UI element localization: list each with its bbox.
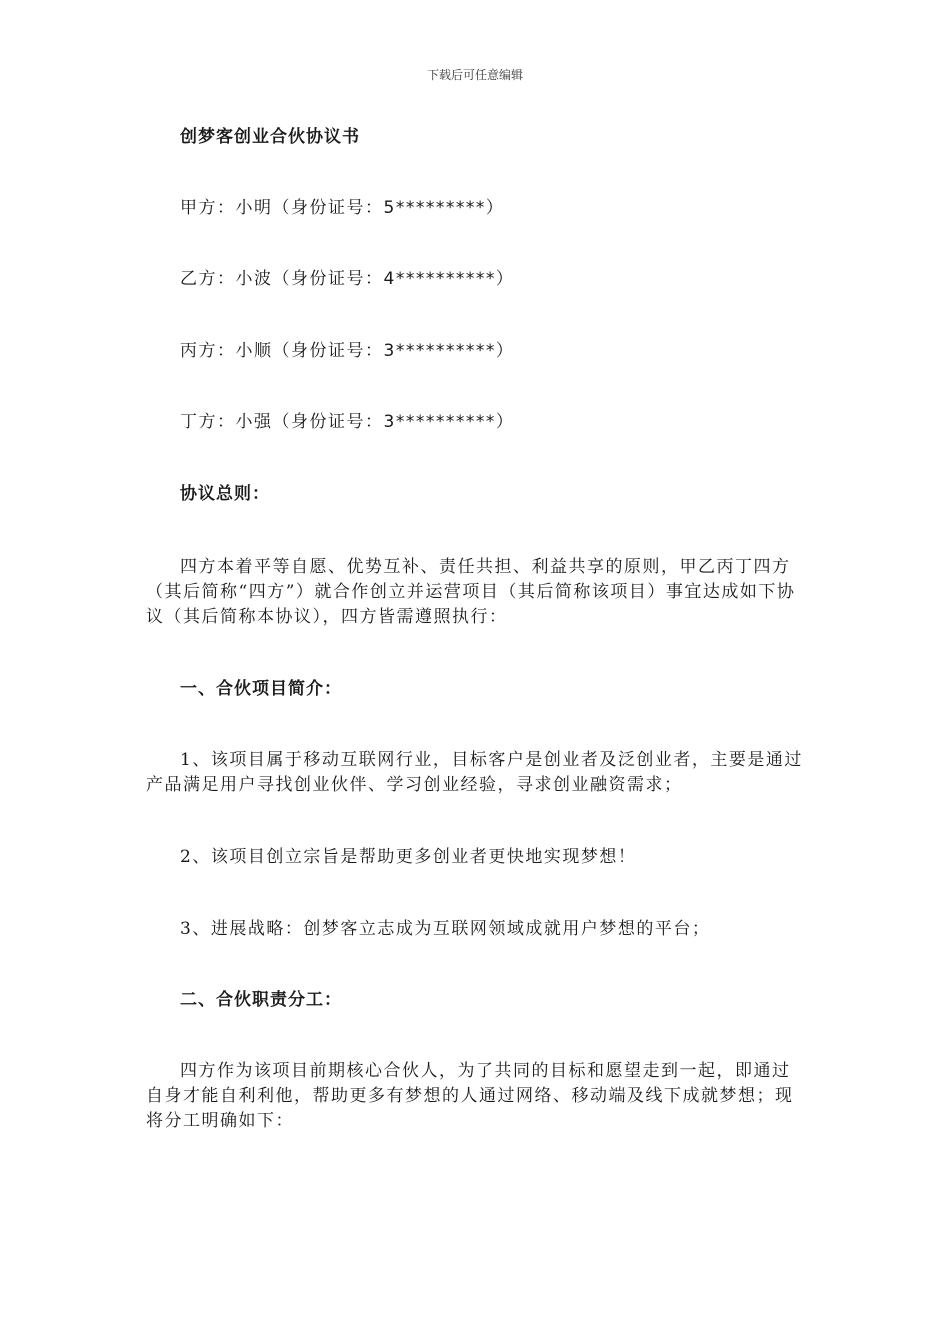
party-a-id-suffix: ） (485, 198, 505, 218)
document-title: 创梦客创业合伙协议书 (180, 127, 360, 147)
party-b-name: 小波 (235, 269, 273, 289)
section1-item-1: 1、该项目属于移动互联网行业，目标客户是创业者及泛创业者，主要是通过产品满足用户寻找创业伙伴、学习创业经验，寻求创业融资需求； (146, 750, 803, 795)
party-d-id-prefix: （身份证号： (272, 412, 384, 432)
party-a-label: 甲方： (180, 198, 236, 218)
section1-item-2: 2、该项目创立宗旨是帮助更多创业者更快地实现梦想！ (180, 847, 637, 867)
party-b (146, 267, 840, 292)
general-body: 四方本着平等自愿、优势互补、责任共担、利益共享的原则，甲乙丙丁四方（其后简称“四方”）就合作创立并运营项目（其后简称该项目）事宜达成如下协议（其后简称本协议），四方皆需遵照执行： (146, 557, 796, 627)
party-d (146, 410, 840, 435)
party-a-id-prefix: （身份证号： (272, 198, 384, 218)
party-b-id: 4********** (383, 269, 496, 289)
party-d-name: 小强 (235, 412, 273, 432)
party-b-id-suffix: ） (495, 269, 515, 289)
general-heading: 协议总则： (180, 484, 270, 504)
section1-heading: 一、合伙项目简介： (180, 679, 342, 699)
party-c (146, 339, 840, 364)
party-a (146, 196, 840, 221)
party-c-id-suffix: ） (495, 341, 515, 361)
party-a-id: 5********* (383, 198, 486, 218)
party-a-name: 小明 (235, 198, 273, 218)
party-c-label: 丙方： (180, 341, 236, 361)
party-d-label: 丁方： (180, 412, 236, 432)
party-c-name: 小顺 (235, 341, 273, 361)
party-b-id-prefix: （身份证号： (272, 269, 384, 289)
section2-heading: 二、合伙职责分工： (180, 990, 342, 1010)
party-d-id: 3********** (383, 412, 496, 432)
party-d-id-suffix: ） (495, 412, 515, 432)
section1-item-3: 3、进展战略：创梦客立志成为互联网领域成就用户梦想的平台； (180, 919, 711, 939)
party-c-id-prefix: （身份证号： (272, 341, 384, 361)
header-note: 下载后可任意编辑 (426, 68, 523, 82)
party-c-id: 3********** (383, 341, 496, 361)
section2-body: 四方作为该项目前期核心合伙人，为了共同的目标和愿望走到一起，即通过自身才能自利利他，帮助更多有梦想的人通过网络、移动端及线下成就梦想；现将分工明确如下： (146, 1061, 794, 1131)
party-b-label: 乙方： (180, 269, 236, 289)
